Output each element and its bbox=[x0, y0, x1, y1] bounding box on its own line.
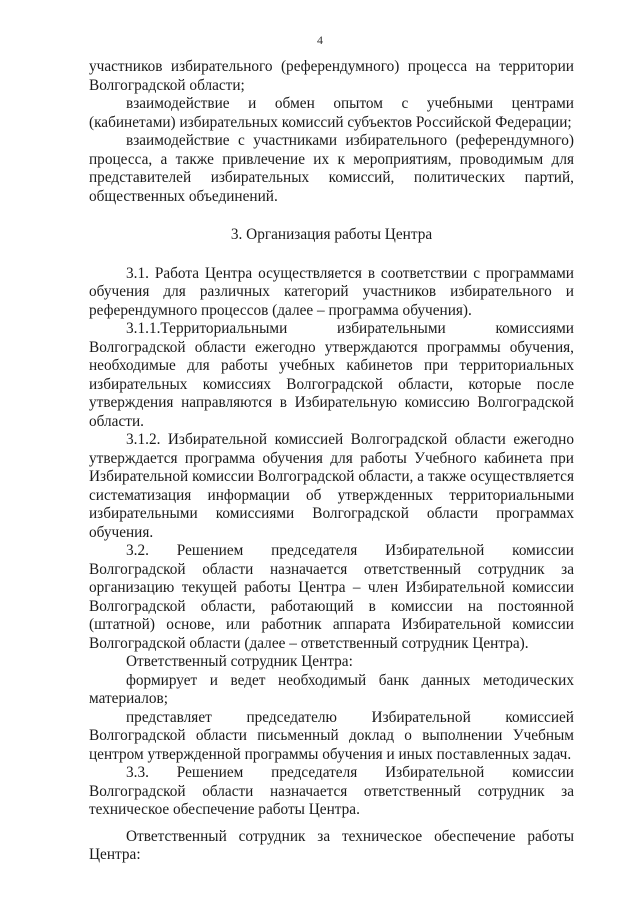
paragraph-duty-2: представляет председателю Избирательной комиссией Волгоградской области письменный доклад о выполнении Учебным центром утвержденной программы обучения и иных поставленных задач. bbox=[89, 708, 574, 763]
paragraph-3-1-1: 3.1.1.Территориальными избирательными комиссиями Волгоградской области ежегодно утверждаются программы обучения, необходимые для работы учебных кабинетов при территориальных избирательных комиссиях Волгоградской области, которые после утверждения направляются в Избирательную комиссию Волгоградской области. bbox=[89, 320, 574, 430]
page-number: 4 bbox=[317, 33, 323, 47]
paragraph-3-1: 3.1. Работа Центра осуществляется в соответствии с программами обучения для различных категорий участников избирательного и референдумного процессов (далее – программа обучения). bbox=[89, 264, 574, 319]
paragraph-responsible-intro: Ответственный сотрудник Центра: bbox=[126, 653, 353, 670]
paragraph: взаимодействие и обмен опытом с учебными центрами (кабинетами) избирательных комиссий субъектов Российской Федерации; bbox=[89, 95, 574, 131]
paragraph-3-3: 3.3. Решением председателя Избирательной комиссии Волгоградской области назначается ответственный сотрудник за техническое обеспечение работы Центра. bbox=[89, 764, 574, 818]
paragraph: взаимодействие с участниками избирательного (референдумного) процесса, а также привлечение их к мероприятиям, проводимым для представителей избирательных комиссий, политических партий, общественных объединений. bbox=[89, 132, 574, 205]
paragraph-technical-intro: Ответственный сотрудник за техническое обеспечение работы Центра: bbox=[89, 827, 574, 863]
paragraph-continuation: участников избирательного (референдумного) процесса на территории Волгоградской области; bbox=[89, 58, 574, 94]
paragraph-3-1-2: 3.1.2. Избирательной комиссией Волгоградской области ежегодно утверждается программа обучения для работы Учебного кабинета при Избирательной комиссии Волгоградской области, а также осуществляется систематизация информации об утвержденных территориальными избирательными комиссиями Волгоградской области программах обучения. bbox=[89, 431, 574, 541]
paragraph-3-2: 3.2. Решением председателя Избирательной комиссии Волгоградской области назначается ответственный сотрудник за организацию текущей работы Центра – член Избирательной комиссии Волгоградской области, работающий в комиссии на постоянной (штатной) основе, или работник аппарата Избирательной комиссии Волгоградской области (далее – ответственный сотрудник Центра). bbox=[89, 542, 574, 652]
section-heading: 3. Организация работы Центра bbox=[230, 226, 433, 243]
document-body bbox=[89, 58, 574, 865]
paragraph-duty-1: формирует и ведет необходимый банк данных методических материалов; bbox=[89, 671, 574, 707]
